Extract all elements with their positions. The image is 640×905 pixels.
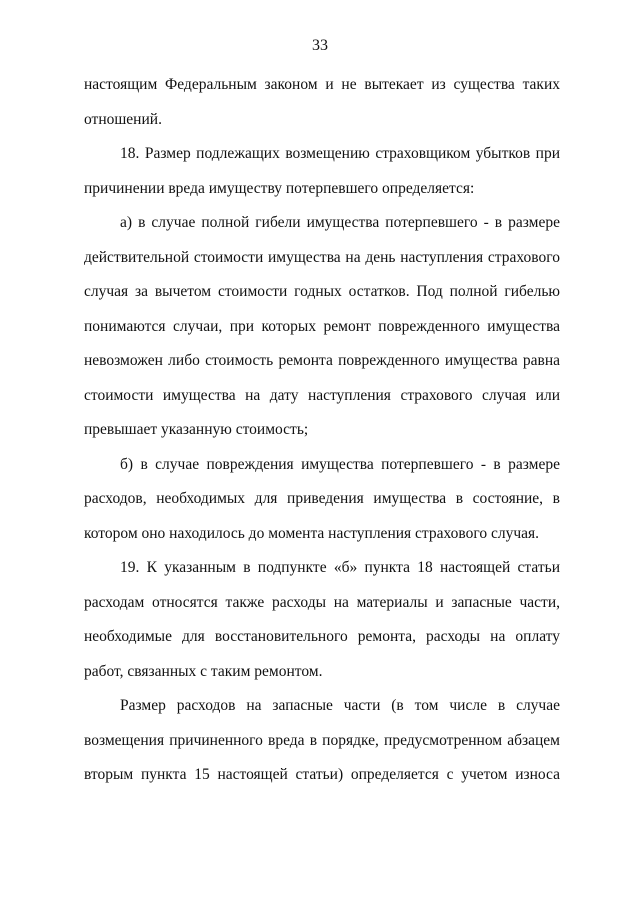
paragraph-subitem-b: б) в случае повреждения имущества потерпевшего - в размере расходов, необходимых для приведения имущества в состояние, в котором оно находилось до момента наступления страхового случая. bbox=[84, 455, 560, 542]
paragraph-item-18: 18. Размер подлежащих возмещению страховщиком убытков при причинении вреда имуществу потерпевшего определяется: bbox=[84, 145, 560, 197]
paragraph-continuation: настоящим Федеральным законом и не вытекает из существа таких отношений. bbox=[84, 76, 560, 128]
paragraph-spare-parts: Размер расходов на запасные части (в том числе в случае возмещения причиненного вреда в порядке, предусмотренном абзацем вторым пункта 15 настоящей статьи) определяется с учетом износа bbox=[84, 697, 560, 783]
paragraph-subitem-a: а) в случае полной гибели имущества потерпевшего - в размере действительной стоимости имущества на день наступления страхового случая за вычетом стоимости годных остатков. Под полной гибелью понимаются случаи, при которых ремонт поврежденного имущества невозможен либо стоимость ремонта поврежденного имущества равна стоимости имущества на дату наступления страхового случая или превышает указанную стоимость; bbox=[84, 214, 560, 438]
document-body bbox=[84, 68, 560, 793]
page-number: 33 bbox=[312, 37, 328, 54]
paragraph-item-19: 19. К указанным в подпункте «б» пункта 18 настоящей статьи расходам относятся также расходы на материалы и запасные части, необходимые для восстановительного ремонта, расходы на оплату работ, связанных с таким ремонтом. bbox=[84, 559, 560, 680]
